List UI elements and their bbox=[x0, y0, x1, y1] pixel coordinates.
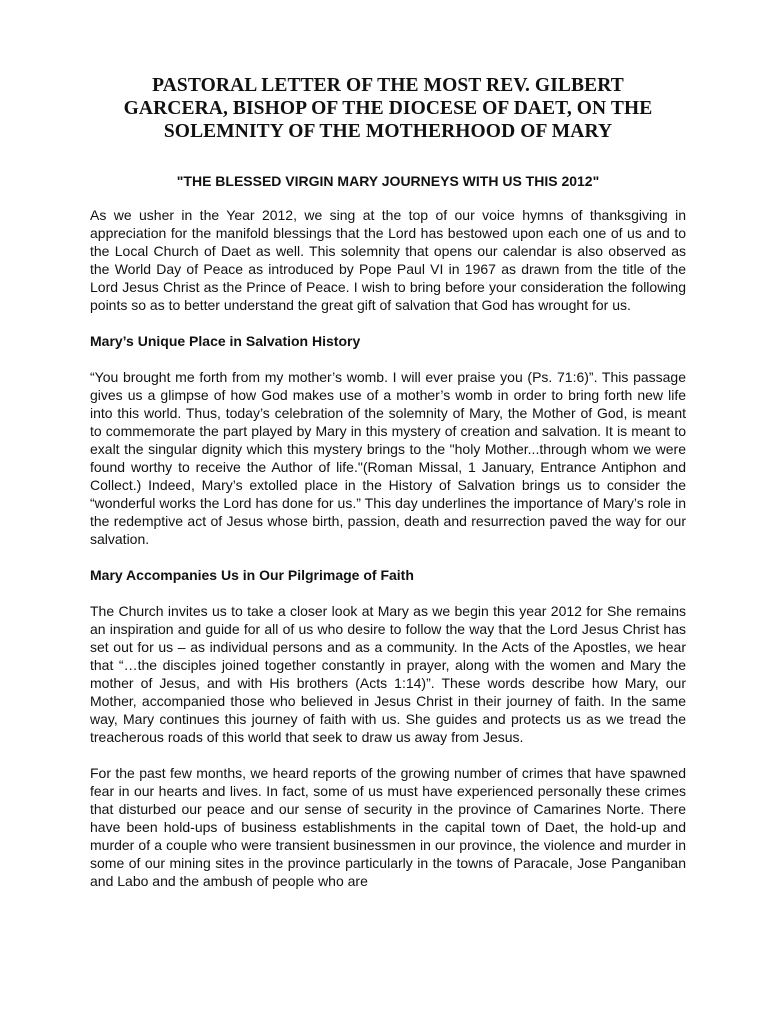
title-line-3: SOLEMNITY OF THE MOTHERHOOD OF MARY bbox=[163, 121, 613, 142]
pilgrimage-paragraph: The Church invites us to take a closer look at Mary as we begin this year 2012 for She remains an inspiration and guide for all of us who desire to follow the way that the Lord Jesus Christ has set out for us – as individual persons and as a community. In the Acts of the Apostles, we hear that “…the disciples joined together constantly in prayer, along with the women and Mary the mother of Jesus, and with His brothers (Acts 1:14)”. These words describe how Mary, our Mother, accompanied those who believed in Jesus Christ in their journey of faith. In the same way, Mary continues this journey of faith with us. She guides and protects us as we tread the treacherous roads of this world that seek to draw us away from Jesus. bbox=[90, 603, 686, 745]
title-line-1: PASTORAL LETTER OF THE MOST REV. GILBERT bbox=[152, 75, 624, 96]
crimes-paragraph: For the past few months, we heard reports of the growing number of crimes that have spawned fear in our hearts and lives. In fact, some of us must have experienced personally these crimes that disturbed our peace and our sense of security in the province of Camarines Norte. There have been hold-ups of business establishments in the capital town of Daet, the hold-up and murder of a couple who were transient businessmen in our province, the violence and murder in some of our mining sites in the province particularly in the towns of Paracale, Jose Panganiban and Labo and the ambush of people who are bbox=[90, 765, 686, 889]
title-line-2: GARCERA, BISHOP OF THE DIOCESE OF DAET, ON THE bbox=[123, 98, 653, 119]
letter-title bbox=[90, 74, 686, 140]
letter-subtitle: "THE BLESSED VIRGIN MARY JOURNEYS WITH US THIS 2012" bbox=[176, 173, 600, 189]
section-heading-pilgrimage: Mary Accompanies Us in Our Pilgrimage of Faith bbox=[90, 567, 414, 583]
intro-paragraph: As we usher in the Year 2012, we sing at the top of our voice hymns of thanksgiving in appreciation for the manifold blessings that the Lord has bestowed upon each one of us and to the Local Church of Daet as well. This solemnity that opens our calendar is also observed as the World Day of Peace as introduced by Pope Paul VI in 1967 as drawn from the title of the Lord Jesus Christ as the Prince of Peace. I wish to bring before your consideration the following points so as to better understand the great gift of salvation that God has wrought for us. bbox=[90, 207, 686, 313]
section-heading-salvation-history: Mary’s Unique Place in Salvation History bbox=[90, 333, 361, 349]
salvation-history-paragraph: “You brought me forth from my mother’s womb. I will ever praise you (Ps. 71:6)”. This passage gives us a glimpse of how God makes use of a mother’s womb in order to bring forth new life into this world. Thus, today’s celebration of the solemnity of Mary, the Mother of God, is meant to commemorate the part played by Mary in this mystery of creation and salvation. It is meant to exalt the singular dignity which this mystery brings to the "holy Mother...through whom we were found worthy to receive the Author of life."(Roman Missal, 1 January, Entrance Antiphon and Collect.) Indeed, Mary’s extolled place in the History of Salvation brings us to consider the “wonderful works the Lord has done for us.” This day underlines the importance of Mary’s role in the redemptive act of Jesus whose birth, passion, death and resurrection paved the way for our salvation. bbox=[90, 369, 686, 547]
